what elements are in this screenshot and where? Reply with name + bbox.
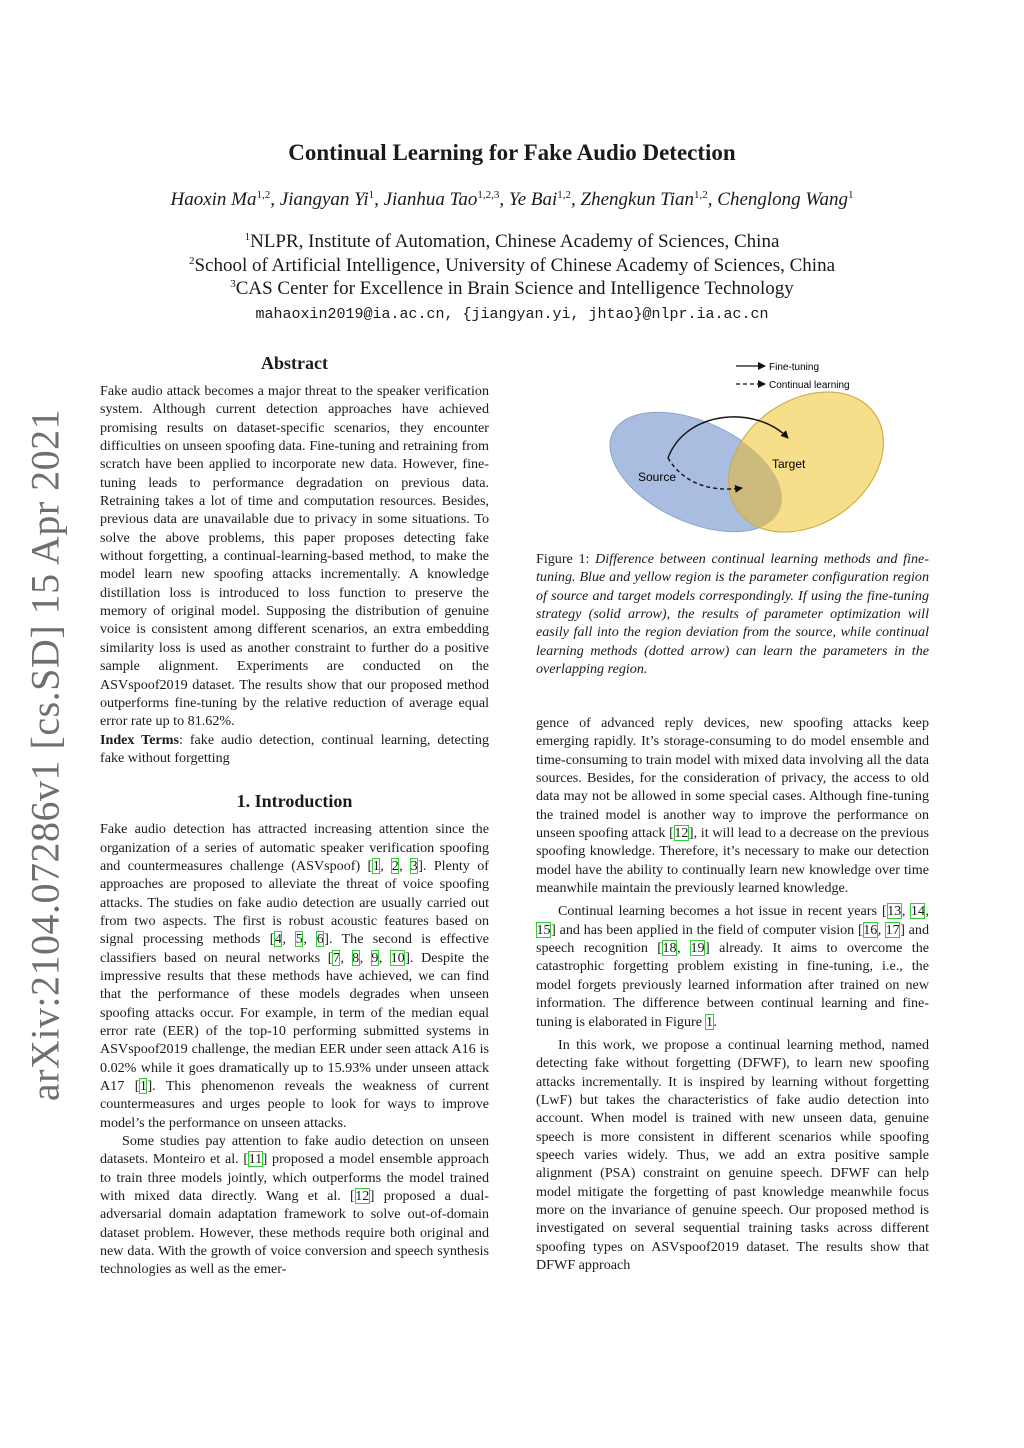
author-affiliation-marker: 1,2: [557, 189, 572, 201]
citation-link[interactable]: 3: [410, 857, 418, 874]
citation-link[interactable]: 1: [372, 857, 380, 874]
affiliation-marker: 3: [230, 278, 236, 290]
paragraph: In this work, we propose a continual learning method, named detecting fake without forgetting (DFWF), to learn new spoofing attacks incrementally. It is inspired by learning without forgetting (LwF) but takes the characteristics of fake audio detection into account. When model is trained with new unseen data, genuine speech is more consistent in different scenarios while spoofing speech varies widely. Thus, we add an extra positive sample alignment (PSA) constraint on genuine speech. DFWF can help model mitigate the forgetting of past knowledge meanwhile focus more on the invariance of genuine speech. Our proposed method is investigated on several sequential training tasks across different spoofing types on ASVspoof2019 dataset. The results show that DFWF approach: [536, 1036, 929, 1273]
affiliation-2: [0, 255, 1024, 277]
citation-link[interactable]: 18: [662, 940, 677, 957]
citation-link[interactable]: 19: [690, 940, 705, 957]
citation-link[interactable]: 7: [332, 949, 340, 966]
citation-link[interactable]: 8: [352, 949, 360, 966]
citation-link[interactable]: 12: [355, 1188, 370, 1205]
affiliation-text: NLPR, Institute of Automation, Chinese Academy of Sciences, China: [250, 231, 780, 252]
author-affiliation-marker: 1: [368, 189, 375, 201]
citation-link[interactable]: 17: [885, 921, 900, 938]
author-name: Jianhua Tao: [383, 189, 478, 210]
author-affiliation-marker: 1,2: [256, 189, 271, 201]
abstract-text: Fake audio attack becomes a major threat to the speaker verification system. Although current detection approaches have achieved promising results on dataset-specific scenarios, they encounter difficulties on unseen spoofing data. Fine-tuning and retraining from scratch have been applied to incorporate new data. However, fine-tuning leads to performance degradation on previous data. Retraining takes a lot of time and computation resources. Besides, previous data are unavailable due to privacy in some situations. To solve the above problems, this paper proposes detecting fake without forgetting, a continual-learning-based method, to make the model learn new spoofing attacks incrementally. A knowledge distillation loss is introduced to loss function to preserve the memory of original model. Supposing the distribution of genuine voice is consistent among different scenarios, an extra embedding similarity loss is used as another constraint to further do a positive sample alignment. Experiments are conducted on the ASVspoof2019 dataset. The results show that our proposed method outperforms fine-tuning by the relative reduction of average equal error rate up to 81.62%.: [100, 383, 489, 730]
affiliation-marker: 1: [244, 231, 251, 243]
caption-text: Difference between continual learning methods and fine-tuning. Blue and yellow region is the parameter configuration region of source and target models correspondingly. If using the fine-tuning strategy (solid arrow), the results of parameter optimization will easily fall into the region deviation from the source, while continual learning methods (dotted arrow) can learn the parameters in the overlapping region.: [536, 551, 929, 678]
citation-link[interactable]: 15: [536, 921, 551, 938]
arxiv-sidebar: [14, 408, 76, 1102]
author-name: Zhengkun Tian: [580, 189, 695, 210]
citation-link[interactable]: 10: [390, 949, 405, 966]
figure-diagram: [536, 355, 929, 540]
author-affiliation-marker: 1,2,3: [477, 189, 500, 201]
citation-link[interactable]: 4: [274, 931, 282, 948]
paragraph: gence of advanced reply devices, new spoofing attacks keep emerging rapidly. It’s storage-consuming to do model ensemble and time-consuming to train model with mixed data involving all the data sources. Besides, for the consideration of privacy, the access to old data may not be allowed in some special cases. Although fine-tuning the trained model is another way to improve the performance on unseen spoofing attack [12], it will lead to a decrease on the previous spoofing knowledge. Therefore, it’s necessary to make our detection model have the ability to continually learn new knowledge over time meanwhile maintain the previously learned knowledge.: [536, 715, 929, 897]
affiliation-marker: 2: [188, 255, 195, 267]
left-column: [100, 353, 489, 1279]
figure-caption: [536, 550, 929, 678]
affiliation-1: [0, 231, 1024, 253]
affiliation-text: CAS Center for Excellence in Brain Science and Intelligence Technology: [235, 278, 794, 299]
citation-link[interactable]: 5: [295, 931, 303, 948]
index-terms: [100, 731, 489, 768]
paragraph: Continual learning becomes a hot issue in recent years [13, 14, 15] and has been applied in the field of computer vision [16, 17] and speech recognition [18, 19] already. It aims to overcome the catastrophic forgetting problem existing in fine-tuning, i.e., the model forgets previously learned information after trained on new information. The difference between continual learning and fine-tuning is elaborated in Figure 1.: [536, 903, 930, 1030]
affiliation-3: [0, 278, 1024, 300]
citation-link[interactable]: 16: [863, 921, 878, 938]
author-list: Haoxin Ma$^{1,2}$, Jiangyan Yi$^1$, Jianhua Tao$^{1,2,3}$, Ye Bai$^{1,2}$, Zhengkun Tian$^{1,2}$, Chenglong Wang$^1$: [170, 189, 854, 210]
index-terms-text: : fake audio detection, continual learning, detecting fake without forgetting: [100, 731, 489, 766]
introduction-heading: 1. Introduction: [236, 791, 353, 812]
citation-link[interactable]: 1: [139, 1078, 147, 1095]
source-label: Source: [638, 470, 677, 484]
author-name: Ye Bai: [508, 189, 558, 210]
author-emails: mahaoxin2019@ia.ac.cn, {jiangyan.yi, jhtao}@nlpr.ia.ac.cn: [255, 306, 769, 323]
author-name: Haoxin Ma: [170, 189, 257, 210]
right-column: [536, 714, 929, 1274]
citation-link[interactable]: 13: [887, 903, 902, 920]
arxiv-identifier: arXiv:2104.07286v1 [cs.SD] 15 Apr 2021: [22, 408, 68, 1102]
citation-link[interactable]: 9: [371, 949, 379, 966]
target-label: Target: [772, 457, 806, 471]
citation-link[interactable]: 2: [391, 857, 399, 874]
citation-link[interactable]: 12: [674, 825, 689, 842]
paragraph: Some studies pay attention to fake audio detection on unseen datasets. Monteiro et al. [11] proposed a model ensemble approach to train three models jointly, which outperforms the model trained with mixed data directly. Wang et al. [12] proposed a dual-adversarial domain adaptation framework to solve out-of-domain dataset problem. However, these methods require both original and new data. With the growth of voice conversion and speech synthesis technologies as well as the emer-: [100, 1133, 489, 1278]
citation-link[interactable]: 6: [316, 931, 324, 948]
affiliation-text: School of Artificial Intelligence, University of Chinese Academy of Sciences, China: [194, 255, 836, 276]
abstract-heading: Abstract: [261, 353, 328, 373]
abstract-body: [100, 382, 489, 767]
paragraph: Fake audio detection has attracted increasing attention since the organization of a series of automatic speaker verification spoofing and countermeasures challenge (ASVspoof) [1, 2, 3]. Plenty of approaches are proposed to alleviate the threat of voice spoofing attacks. The studies on fake audio detection are usually carried out from two aspects. The first is robust acoustic features based on signal processing methods [4, 5, 6]. The second is effective classifiers based on neural networks [7, 8, 9, 10]. Despite the impressive results that these methods have achieved, we can find that the performance of these models degrades when unseen spoofing attacks occur. For example, in term of the median equal error rate (EER) of the top-10 performing submitted systems in ASVspoof2019 challenge, the median EER under seen attack A16 is 0.02% while it goes dramatically up to 15.93% under unseen attack A17 [1]. This phenomenon reveals the weakness of current countermeasures and urges people to look for ways to improve model’s the performance on unseen attacks.: [100, 821, 490, 1131]
author-affiliation-marker: 1,2: [694, 189, 708, 201]
author-name: Chenglong Wang: [717, 189, 848, 210]
author-affiliation-marker: 1: [848, 189, 854, 201]
citation-link[interactable]: 14: [910, 903, 925, 920]
citation-link[interactable]: 11: [248, 1151, 263, 1168]
citation-link[interactable]: 1: [705, 1013, 714, 1030]
paper-title: Continual Learning for Fake Audio Detection: [288, 140, 736, 165]
author-name: Jiangyan Yi: [279, 189, 369, 210]
caption-label: Figure 1:: [536, 551, 590, 567]
introduction-body: [100, 820, 489, 1279]
figure-1: [536, 355, 929, 540]
index-terms-label: Index Terms: [100, 731, 179, 748]
legend-fine-tuning: Fine-tuning: [769, 362, 820, 373]
legend-continual-learning: Continual learning: [769, 380, 850, 391]
